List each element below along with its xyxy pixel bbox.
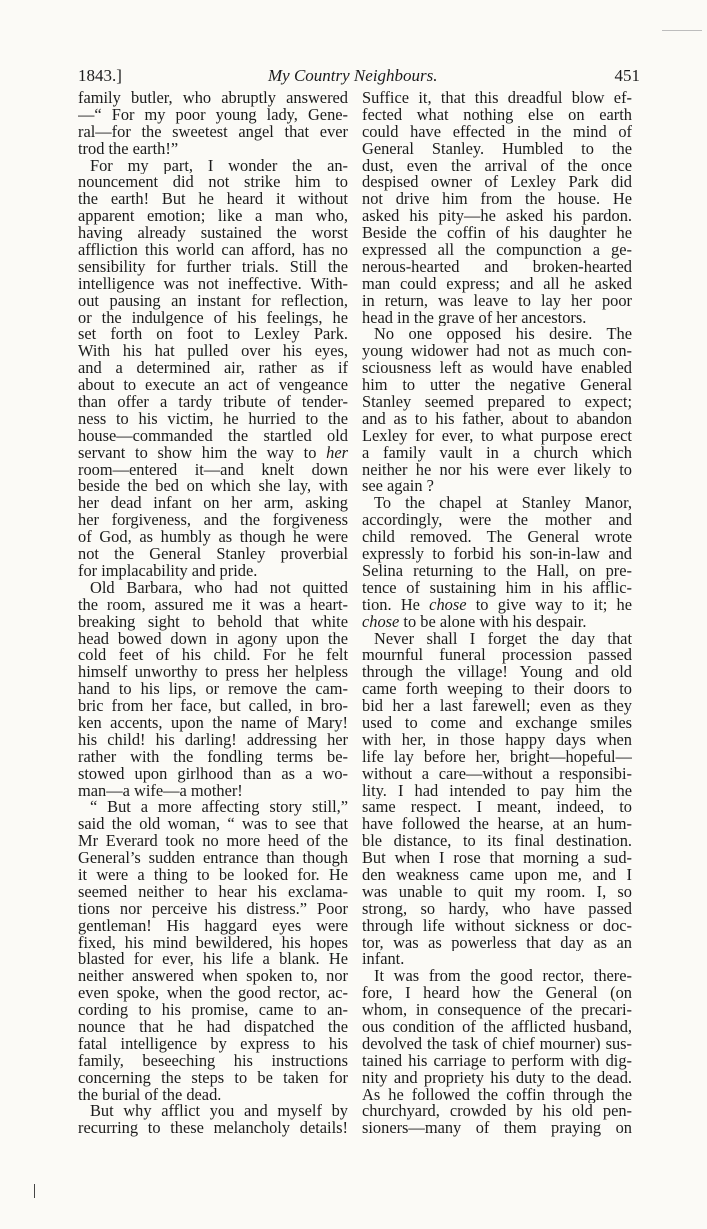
text-line: sioners—many of them praying on — [362, 1120, 632, 1138]
text-line: Stanley seemed prepared to expect; — [362, 394, 632, 411]
text-line: family butler, who abruptly answered — [78, 90, 348, 107]
text-line: Never shall I forget the day that — [374, 630, 632, 648]
text-line: servant to show him the way to her — [78, 444, 348, 462]
text-line: in return, was leave to lay her poor — [362, 292, 632, 310]
text-line: came forth weeping to their doors to — [362, 681, 632, 699]
text-line: devolved the task of chief mourner) sus- — [362, 1035, 632, 1053]
text-line: ken accents, upon the name of Mary! — [78, 714, 348, 732]
text-line: beside the bed on which she lay, with — [78, 478, 348, 496]
text-line: could have effected in the mind of — [362, 123, 632, 141]
text-line: ous condition of the afflicted husband, — [362, 1018, 632, 1036]
text-line: tained his carriage to perform with dig- — [362, 1052, 632, 1070]
text-line: Suffice it, that this dreadful blow ef- — [362, 90, 632, 107]
text-line: or the indulgence of his feelings, he — [78, 309, 348, 327]
page-number: 451 — [614, 66, 640, 85]
text-line: of God, as humbly as though he were — [78, 529, 348, 547]
text-line: asked his pity—he asked his pardon. — [362, 208, 632, 226]
text-line: her forgiveness, and the forgiveness — [78, 512, 348, 530]
text-line: it were a thing to be looked for. He — [78, 866, 348, 884]
text-line: rather with the fondling terms be- — [78, 748, 348, 766]
text-line: nounce that he had dispatched the — [78, 1018, 348, 1036]
text-line: room—entered it—and knelt down — [78, 461, 348, 479]
text-line: Mr Everard took no more heed of the — [78, 833, 348, 851]
text-line: seemed neither to hear his exclama- — [78, 883, 348, 901]
text-line: intelligence was not ineffective. With- — [78, 275, 348, 293]
text-line: life lay before her, bright—hopeful— — [362, 748, 632, 766]
text-line: set forth on foot to Lexley Park. — [78, 326, 348, 344]
text-line: not the General Stanley proverbial — [78, 546, 348, 563]
text-line: neither he nor his were ever likely to — [362, 461, 632, 479]
text-line: neither answered when spoken to, nor — [78, 968, 348, 986]
text-line: fore, I heard how the General (on — [362, 985, 632, 1003]
text-line: expressed all the compunction a ge- — [362, 242, 632, 259]
margin-mark — [34, 1184, 35, 1198]
header-year: 1843.] — [78, 66, 122, 85]
text-line: For my part, I wonder the an- — [90, 157, 348, 175]
left-column — [78, 90, 348, 1137]
text-line: “ But a more affecting story still,” — [90, 799, 348, 817]
text-line: fatal intelligence by express to his — [78, 1035, 348, 1053]
text-line: It was from the good rector, there- — [374, 968, 632, 986]
text-line: churchyard, crowded by his old pen- — [362, 1103, 632, 1121]
text-line: With his hat pulled over his eyes, — [78, 343, 348, 361]
top-rule — [662, 30, 702, 31]
text-line: for implacability and pride. — [78, 562, 258, 580]
text-line: accordingly, were the mother and — [362, 512, 632, 530]
text-line: strong, so hardy, who have passed — [362, 900, 632, 918]
text-line: man—a wife—a mother! — [78, 782, 243, 800]
text-line: a family vault in a church which — [362, 444, 632, 462]
text-line: through life without sickness or doc- — [362, 917, 632, 935]
text-line: himself unworthy to press her helpless — [78, 664, 348, 682]
right-column — [362, 90, 632, 1137]
text-line: Lexley for ever, to what purpose erect — [362, 427, 632, 445]
text-line: see again ? — [362, 478, 434, 496]
text-line: tor, was as powerless that day as an — [362, 934, 632, 952]
text-line: his child! his darling! addressing her — [78, 731, 348, 749]
text-line: infant. — [362, 951, 405, 969]
text-line: But when I rose that morning a sud- — [362, 850, 632, 867]
text-line: recurring to these melancholy details! — [78, 1120, 348, 1138]
text-line: and as to his father, about to abandon — [362, 410, 632, 428]
text-line: trod the earth!” — [78, 140, 179, 158]
text-line: the room, assured me it was a heart- — [78, 596, 348, 614]
text-line: young widower had not as much con- — [362, 343, 632, 361]
text-line: and a determined air, rather as if — [78, 360, 348, 378]
text-line: nerous-hearted and broken-hearted — [362, 258, 632, 276]
text-line: used to come and exchange smiles — [362, 714, 632, 732]
text-line: the earth! But he heard it without — [78, 191, 348, 209]
text-line: bric from her face, but called, in bro- — [78, 698, 348, 715]
text-line: about to execute an act of vengeance — [78, 377, 348, 395]
text-line: even spoke, when the good rector, ac- — [78, 985, 348, 1003]
header-title: My Country Neighbours. — [268, 66, 438, 85]
text-line: out pausing an instant for reflection, — [78, 292, 348, 310]
text-line: head in the grave of her ancestors. — [362, 309, 587, 327]
text-line: apparent emotion; like a man who, — [78, 208, 348, 226]
text-line: was unable to quit my room. I, so — [362, 883, 632, 901]
text-line: tion. He chose to give way to it; he — [362, 596, 632, 614]
text-line: her dead infant on her arm, asking — [78, 495, 348, 513]
text-line: head bowed down in agony upon the — [78, 630, 348, 648]
text-line: nity and propriety his duty to the dead. — [362, 1069, 632, 1087]
running-header — [78, 66, 640, 88]
text-line: breaking sight to behold that white — [78, 613, 348, 631]
text-line: child removed. The General wrote — [362, 529, 632, 547]
text-line: gentleman! His haggard eyes were — [78, 917, 348, 935]
text-line: cording to his promise, came to an- — [78, 1002, 348, 1019]
text-line: nouncement did not strike him to — [78, 174, 348, 192]
text-line: without a care—without a responsibi- — [362, 765, 632, 783]
text-line: family, beseeching his instructions — [78, 1052, 348, 1070]
text-line: —“ For my poor young lady, Gene- — [78, 106, 348, 124]
text-line: with her, in those happy days when — [362, 731, 632, 749]
italic-word: chose — [362, 613, 400, 631]
text-line: General’s sudden entrance than though — [78, 850, 348, 867]
text-line: But why afflict you and myself by — [90, 1103, 348, 1121]
text-line: ble distance, to its final destination. — [362, 833, 632, 851]
text-line: tence of sustaining him in his afflic- — [362, 579, 632, 597]
text-line: ness to his victim, he hurried to the — [78, 410, 348, 428]
text-line: whom, in consequence of the precari- — [362, 1002, 632, 1019]
text-line: concerning the steps to be taken for — [78, 1069, 348, 1087]
text-line: man could express; and all he asked — [362, 275, 632, 293]
italic-word: her — [326, 444, 348, 462]
text-line: the burial of the dead. — [78, 1086, 222, 1104]
text-line: ral—for the sweetest angel that ever — [78, 123, 348, 141]
text-line: Beside the coffin of his daughter he — [362, 225, 632, 243]
text-line: cold feet of his child. For he felt — [78, 647, 348, 665]
text-line: despised owner of Lexley Park did — [362, 174, 632, 192]
text-line: affliction this world can afford, has no — [78, 242, 348, 259]
text-line: house—commanded the startled old — [78, 427, 348, 445]
text-line: As he followed the coffin through the — [362, 1086, 632, 1104]
text-line: expressly to forbid his son-in-law and — [362, 546, 632, 563]
text-line: through the village! Young and old — [362, 664, 632, 682]
text-line: Old Barbara, who had not quitted — [90, 579, 348, 597]
text-line: having already sustained the worst — [78, 225, 348, 243]
text-line: have followed the hearse, at an hum- — [362, 816, 632, 834]
text-line: said the old woman, “ was to see that — [78, 816, 348, 834]
text-line: chose to be alone with his despair. — [362, 613, 587, 631]
text-line: sensibility for further trials. Still the — [78, 258, 348, 276]
text-line: stowed upon girlhood than as a wo- — [78, 765, 348, 783]
text-line: den weakness came upon me, and I — [362, 866, 632, 884]
text-line: dust, even the arrival of the once — [362, 157, 632, 175]
text-line: bid her a last farewell; even as they — [362, 698, 632, 715]
text-line: same respect. I meant, indeed, to — [362, 799, 632, 817]
italic-word: chose — [429, 596, 467, 614]
text-line: than offer a tardy tribute of tender- — [78, 394, 348, 411]
text-line: tions nor perceive his distress.” Poor — [78, 900, 348, 918]
text-line: blasted for ever, his life a blank. He — [78, 951, 348, 969]
text-line: not drive him from the house. He — [362, 191, 632, 209]
text-line: him to utter the negative General — [362, 377, 632, 395]
text-line: Selina returning to the Hall, on pre- — [362, 562, 632, 580]
text-line: fected what nothing else on earth — [362, 106, 632, 124]
text-line: To the chapel at Stanley Manor, — [374, 495, 632, 513]
text-line: fixed, his mind bewildered, his hopes — [78, 934, 348, 952]
text-line: lity. I had intended to pay him the — [362, 782, 632, 800]
text-line: hand to his lips, or remove the cam- — [78, 681, 348, 699]
text-line: No one opposed his desire. The — [374, 326, 632, 344]
text-line: mournful funeral procession passed — [362, 647, 632, 665]
text-line: sciousness left as would have enabled — [362, 360, 632, 378]
text-line: General Stanley. Humbled to the — [362, 140, 632, 158]
